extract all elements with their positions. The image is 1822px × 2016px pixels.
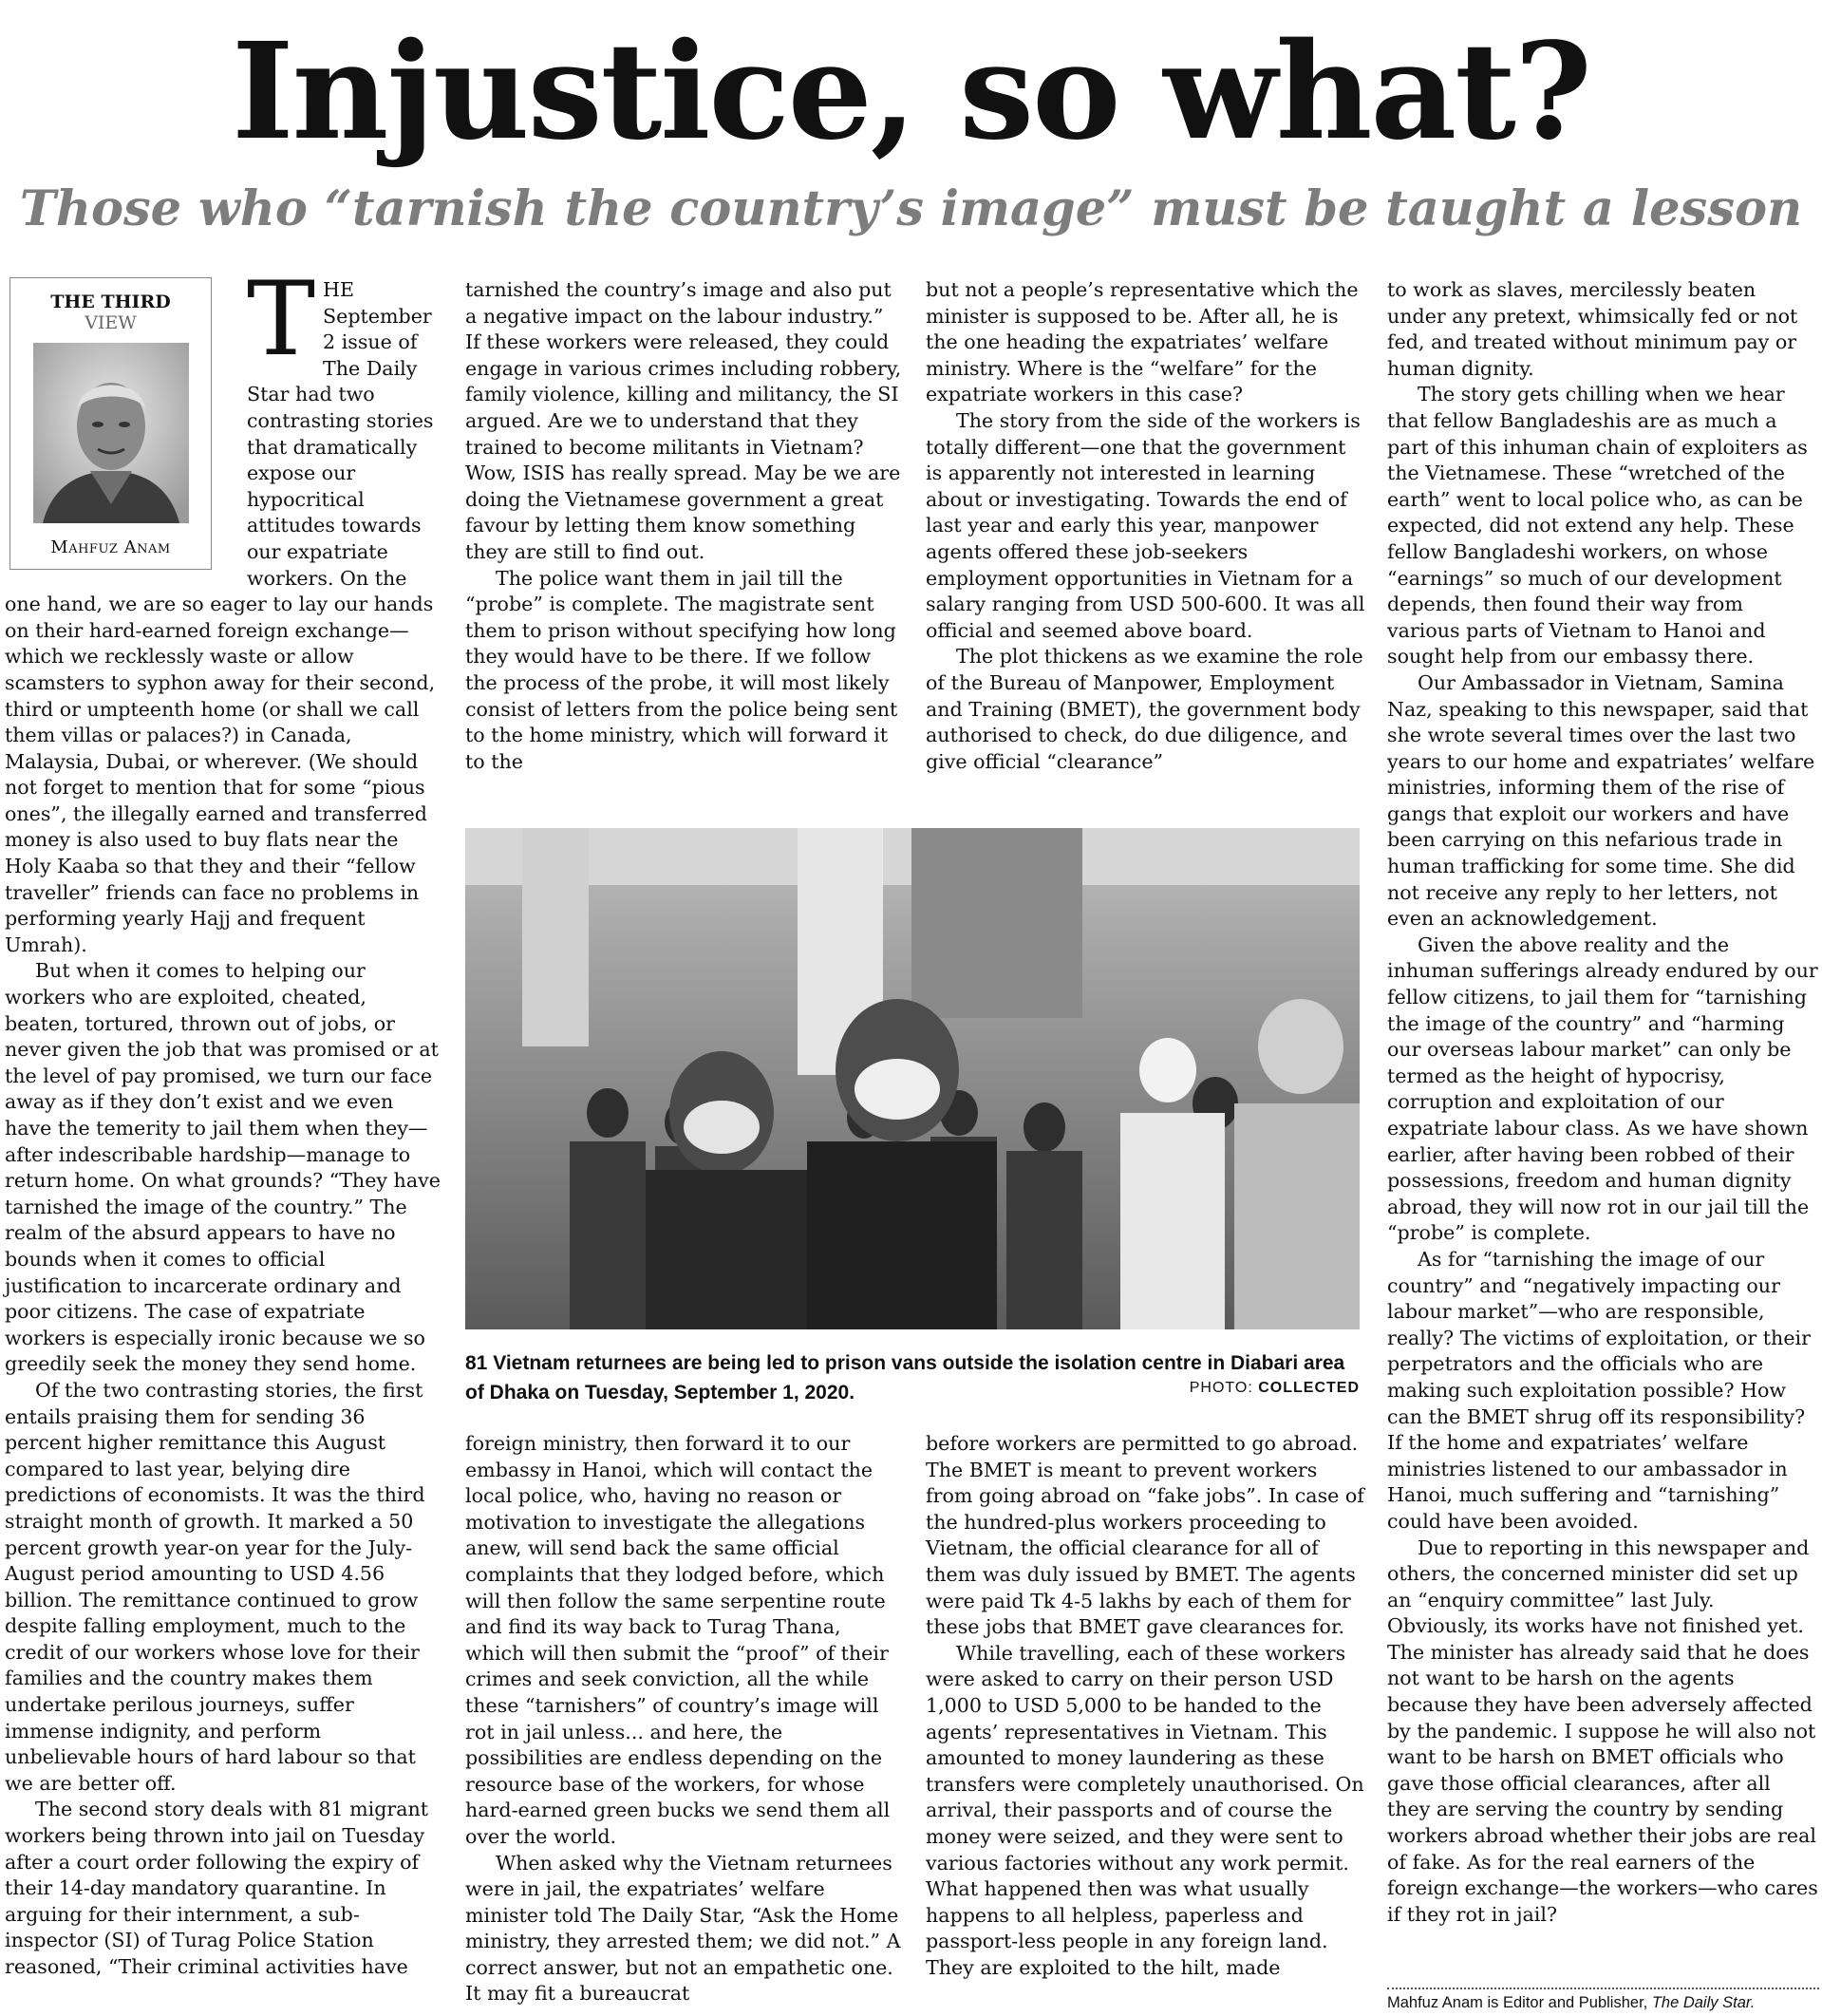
article-column-4 <box>1387 277 1819 1928</box>
column-kicker-sub: VIEW <box>85 312 137 333</box>
paragraph: Due to reporting in this newspaper and others, the concerned minister did set up an “enquiry committee” last July. Obviously, its works have not finished yet. The minister has already said that he does not want to be harsh on the agents because they have been adversely affected by the pandemic. I suppose he will also not want to be harsh on BMET officials who gave those official clearances, after all they are serving the country by sending workers abroad whether their jobs are real of fake. As for the real earners of the foreign exchange—the workers—who cares if they rot in jail? <box>1387 1536 1818 1926</box>
paragraph: The story gets chilling when we hear that fellow Bangladeshis are as much a part of this inhuman chain of exploiters as the Vietnamese. These “wretched of the earth” went to local police who, as can be expected, did not extend any help. These fellow Bangladeshi workers, on whose “earnings” so much of our development depends, then found their way from various parts of Vietnam to Hanoi and sought help from our embassy there. <box>1387 383 1808 669</box>
paragraph: Our Ambassador in Vietnam, Samina Naz, speaking to this newspaper, said that she wrote several times over the last two years to our home and expatriates’ welfare ministries, informing them of the rise of gangs that exploit our workers and have been carrying on this nefarious trade in human trafficking for some time. She did not receive any reply to her letters, not even an acknowledgement. <box>1387 670 1815 931</box>
author-name: Mahfuz Anam <box>50 537 171 557</box>
article-column-2-top <box>465 277 904 775</box>
article-column-3-bottom <box>926 1431 1365 1981</box>
footer-divider <box>1387 1988 1819 1989</box>
paragraph: foreign ministry, then forward it to our embassy in Hanoi, which will contact the local police, who, having no reason or motivation to investigate the allegations anew, will send back the same official complaints that they lodged before, which will then follow the same serpentine route and find its way back to Turag Thana, which will then submit the “proof” of their crimes and seek conviction, all the while these “tarnishers” of country’s image will rot in jail unless... and here, the possibilities are endless depending on the resource base of the workers, for whose hard-earned green bucks we send them all over the world. <box>465 1432 891 1848</box>
paragraph: When asked why the Vietnam returnees were in jail, the expatriates’ welfare minister told The Daily Star, “Ask the Home ministry, they arrested them; we did not.” A correct answer, but not an empathetic one. It may fit a bureaucrat <box>465 1851 901 2006</box>
article-column-2-bottom <box>465 1431 904 2007</box>
paragraph: The plot thickens as we examine the role of the Bureau of Manpower, Employment and Training (BMET), the government body authorised to check, do due diligence, and give official “clearance” <box>926 645 1363 773</box>
column-kicker: THE THIRD <box>50 292 171 312</box>
photo-credit: PHOTO: COLLECTED <box>1189 1380 1360 1396</box>
paragraph: Given the above reality and the inhuman sufferings already endured by our fellow citizens, to jail them for “tarnishing the image of the country” and “harming our overseas labour market” can only be termed as the height of hypocrisy, corruption and exploitation of our expatriate labour class. As we have shown earlier, after having been robbed of their possessions, freedom and human dignity abroad, they will now rot in our jail till the “probe” is complete. <box>1387 933 1818 1245</box>
photo-caption: 81 Vietnam returnees are being led to prison vans outside the isolation centre in Diabari area of Dhaka on Tuesday, September 1, 2020. <box>465 1352 1345 1404</box>
paragraph: As for “tarnishing the image of our country” and “negatively impacting our labour market”—who are responsible, really? The victims of exploitation, or their perpetrators and the officials who are making such exploitation possible? How can the BMET shrug off its responsibility? If the home and expatriates’ welfare ministries listened to our ambassador in Hanoi, much suffering and “tarnishing” could have been avoided. <box>1387 1247 1811 1533</box>
subheadline: Those who “tarnish the country’s image” must be taught a lesson <box>19 180 1803 237</box>
paragraph: The second story deals with 81 migrant workers being thrown into jail on Tuesday after a court order following the expiry of their 14-day mandatory quarantine. In arguing for their internment, a sub-inspector (SI) of Turag Police Station reasoned, “Their criminal activities have <box>5 1798 429 1978</box>
paragraph: Of the two contrasting stories, the first entails praising them for sending 36 percent higher remittance this August compared to last year, belying dire predictions of economists. It was the third straight month of growth. It marked a 50 percent growth year-on year for the July-August period amounting to USD 4.56 billion. The remittance continued to grow despite falling employment, much to the credit of our workers whose love for their families and the country makes them undertake perilous journeys, suffer immense indignity, and perform unbelievable hours of hard labour so that we are better off. <box>5 1378 425 1795</box>
paragraph: to work as slaves, mercilessly beaten under any pretext, whimsically fed or not fed, and treated without minimum pay or human dignity. <box>1387 278 1798 380</box>
article-column-3-top <box>926 277 1365 775</box>
paragraph: but not a people’s representative which the minister is supposed to be. After all, he is the one heading the expatriates’ welfare ministry. Where is the “welfare” for the expatriate workers in this case? <box>926 278 1359 406</box>
article-column-1 <box>5 260 443 1981</box>
paragraph: The story from the side of the workers is totally different—one that the government is apparently not interested in learning about or investigating. Towards the end of last year and early this year, manpower agents offered these job-seekers employment opportunities in Vietnam for a salary ranging from USD 500-600. It was all official and seemed above board. <box>926 408 1365 642</box>
headline: Injustice, so what? <box>232 14 1590 170</box>
paragraph: While travelling, each of these workers were asked to carry on their person USD 1,000 to USD 5,000 to be handed to the agents’ representatives in Vietnam. This amounted to money laundering as these transfers were completely unauthorised. On arrival, their passports and of course the money were seized, and they were sent to various factories without any work permit. What happened then was what usually happens to all helpless, paperless and passport-less people in any foreign land. They are exploited to the hilt, made <box>926 1641 1364 1979</box>
news-photo <box>465 828 1360 1329</box>
paragraph: But when it comes to helping our workers who are exploited, cheated, beaten, tortured, thrown out of jobs, or never given the job that was promised or at the level of pay promised, we turn our face away as if they don’t exist and we even have the temerity to jail them when they—after indescribable hardship—manage to return home. On what grounds? “They have tarnished the image of the country.” The realm of the absurd appears to have no bounds when it comes to official justification to incarcerate ordinary and poor citizens. The case of expatriate workers is especially ironic because we so greedily seek the money they send home. <box>5 959 441 1376</box>
paragraph: tarnished the country’s image and also put a negative impact on the labour industry.” If these workers were released, they could engage in various crimes including robbery, family violence, killing and militancy, the SI argued. Are we to understand that they trained to become militants in Vietnam? Wow, ISIS has really spread. May be we are doing the Vietnamese government a great favour by letting them know something they are still to find out. <box>465 278 902 563</box>
paragraph: THE September 2 issue of The Daily Star had two contrasting stories that dramatically expose our hypocritical attitudes towards our expatriate workers. On the one hand, we are so eager to lay our hands on their hard-earned foreign exchange—which we recklessly waste or allow scamsters to syphon away for their second, third or umpteenth home (or shall we call them villas or palaces?) in Canada, Malaysia, Dubai, or wherever. (We should not forget to mention that for some “pious ones”, the illegally earned and transferred money is also used to buy flats near the Holy Kaaba so that they and their “fellow traveller” friends can face no problems in performing yearly Hajj and frequent Umrah). <box>5 260 436 956</box>
drop-cap: T <box>247 260 316 379</box>
paragraph: before workers are permitted to go abroad. The BMET is meant to prevent workers from going abroad on “fake jobs”. In case of the hundred-plus workers proceeding to Vietnam, the official clearance for all of them was duly issued by BMET. The agents were paid Tk 4-5 lakhs by each of them for these jobs that BMET gave clearances for. <box>926 1432 1364 1639</box>
author-footer-note: Mahfuz Anam is Editor and Publisher, The Daily Star. <box>1387 1994 1756 2011</box>
paragraph: The police want them in jail till the “probe” is complete. The magistrate sent them to prison without specifying how long they would have to be there. If we follow the process of the probe, it will most likely consist of letters from the police being sent to the home ministry, which will forward it to the <box>465 566 898 773</box>
